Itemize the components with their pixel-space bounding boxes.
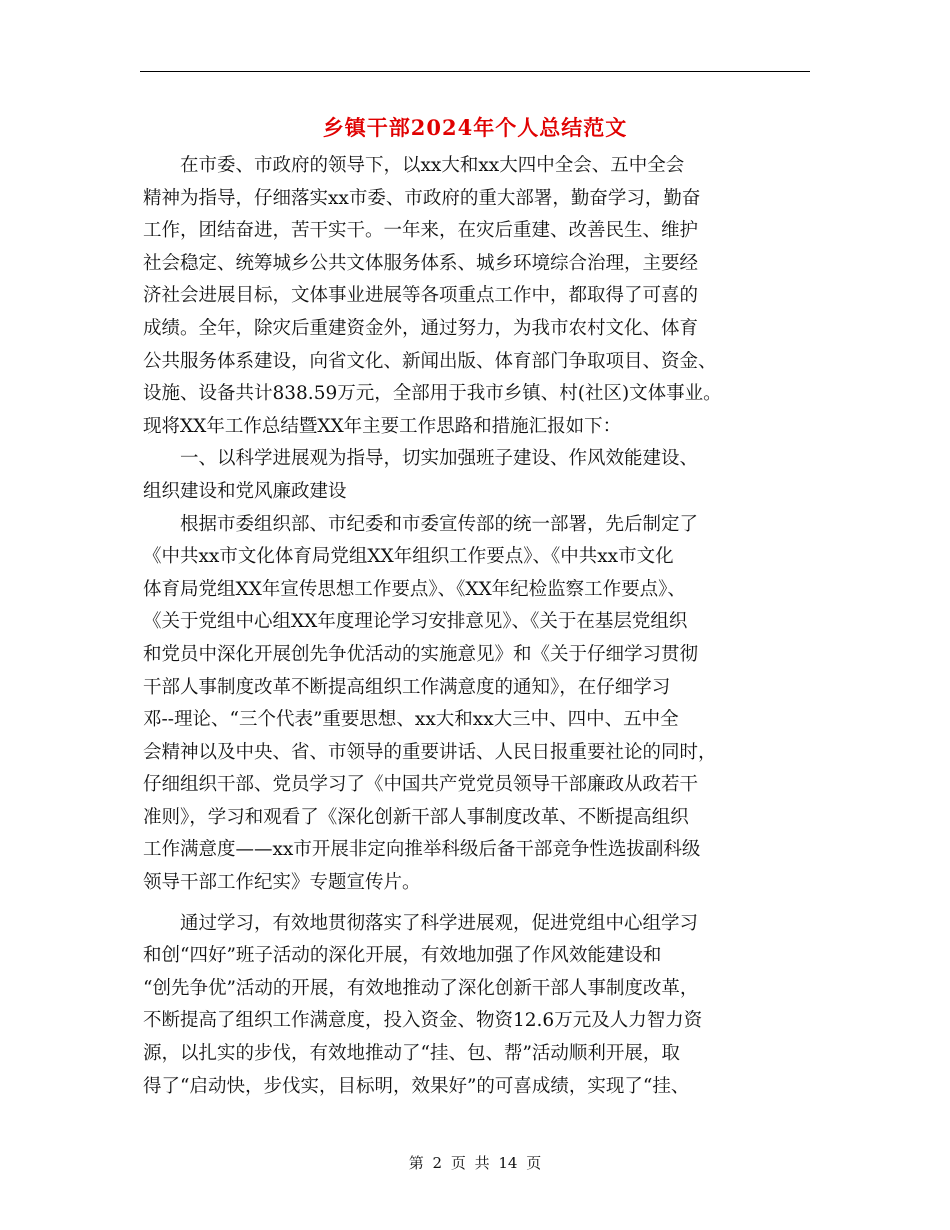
body-line: 邓--理论、“三个代表”重要思想、xx大和xx大三中、四中、五中全	[143, 709, 679, 731]
body-line: “创先争优”活动的开展，有效地推动了深化创新干部人事制度改革，	[143, 977, 699, 999]
page-number: 第 2 页 共 14 页	[408, 1154, 542, 1172]
body-line: 源，以扎实的步伐，有效地推动了“挂、包、帮”活动顺利开展，取	[143, 1043, 680, 1065]
header-rule	[140, 71, 810, 72]
body-line: 《中共xx市文化体育局党组XX年组织工作要点》、《中共xx市文化	[143, 546, 674, 568]
body-line: 《关于党组中心组XX年度理论学习安排意见》、《关于在基层党组织	[143, 611, 688, 633]
body-line: 设施、设备共计838.59万元，全部用于我市乡镇、村(社区)文体事业。	[143, 383, 722, 405]
document-body	[143, 150, 813, 1103]
body-line: 济社会进展目标，文体事业进展等各项重点工作中，都取得了可喜的	[143, 285, 699, 307]
body-line: 公共服务体系建设，向省文化、新闻出版、体育部门争取项目、资金、	[143, 350, 717, 372]
body-line: 社会稳定、统筹城乡公共文体服务体系、城乡环境综合治理，主要经	[143, 252, 699, 274]
body-line: 组织建设和党风廉政建设	[143, 480, 347, 502]
body-line: 在市委、市政府的领导下，以xx大和xx大四中全会、五中全会	[143, 155, 685, 176]
body-line: 准则》，学习和观看了《深化创新干部人事制度改革、不断提高组织	[143, 806, 689, 828]
body-line: 工作，团结奋进，苦干实干。一年来，在灾后重建、改善民生、维护	[143, 220, 699, 242]
body-line: 通过学习，有效地贯彻落实了科学进展观，促进党组中心组学习	[143, 912, 699, 934]
body-line: 现将XX年工作总结暨XX年主要工作思路和措施汇报如下：	[143, 415, 622, 437]
body-line: 体育局党组XX年宣传思想工作要点》、《XX年纪检监察工作要点》、	[143, 578, 686, 600]
body-line: 一、以科学进展观为指导，切实加强班子建设、作风效能建设、	[143, 448, 699, 470]
body-line: 得了“启动快，步伐实，目标明，效果好”的可喜成绩，实现了“挂、	[143, 1075, 690, 1097]
body-line: 和党员中深化开展创先争优活动的实施意见》和《关于仔细学习贯彻	[143, 643, 699, 665]
body-line: 仔细组织干部、党员学习了《中国共产党党员领导干部廉政从政若干	[143, 774, 699, 796]
body-line: 领导干部工作纪实》专题宣传片。	[143, 872, 421, 894]
body-line: 和创“四好”班子活动的深化开展，有效地加强了作风效能建设和	[143, 945, 662, 967]
body-line: 干部人事制度改革不断提高组织工作满意度的通知》，在仔细学习	[143, 676, 671, 698]
body-line: 根据市委组织部、市纪委和市委宣传部的统一部署，先后制定了	[143, 513, 699, 535]
body-line: 成绩。全年，除灾后重建资金外，通过努力，为我市农村文化、体育	[143, 317, 699, 339]
body-line: 会精神以及中央、省、市领导的重要讲话、人民日报重要社论的同时，	[143, 741, 717, 763]
body-line: 精神为指导，仔细落实xx市委、市政府的重大部署，勤奋学习，勤奋	[143, 187, 701, 209]
body-line: 工作满意度——xx市开展非定向推举科级后备干部竞争性选拔副科级	[143, 839, 701, 861]
document-title: 乡镇干部2024年个人总结范文	[322, 115, 628, 140]
body-line: 不断提高了组织工作满意度，投入资金、物资12.6万元及人力智力资	[143, 1010, 703, 1032]
